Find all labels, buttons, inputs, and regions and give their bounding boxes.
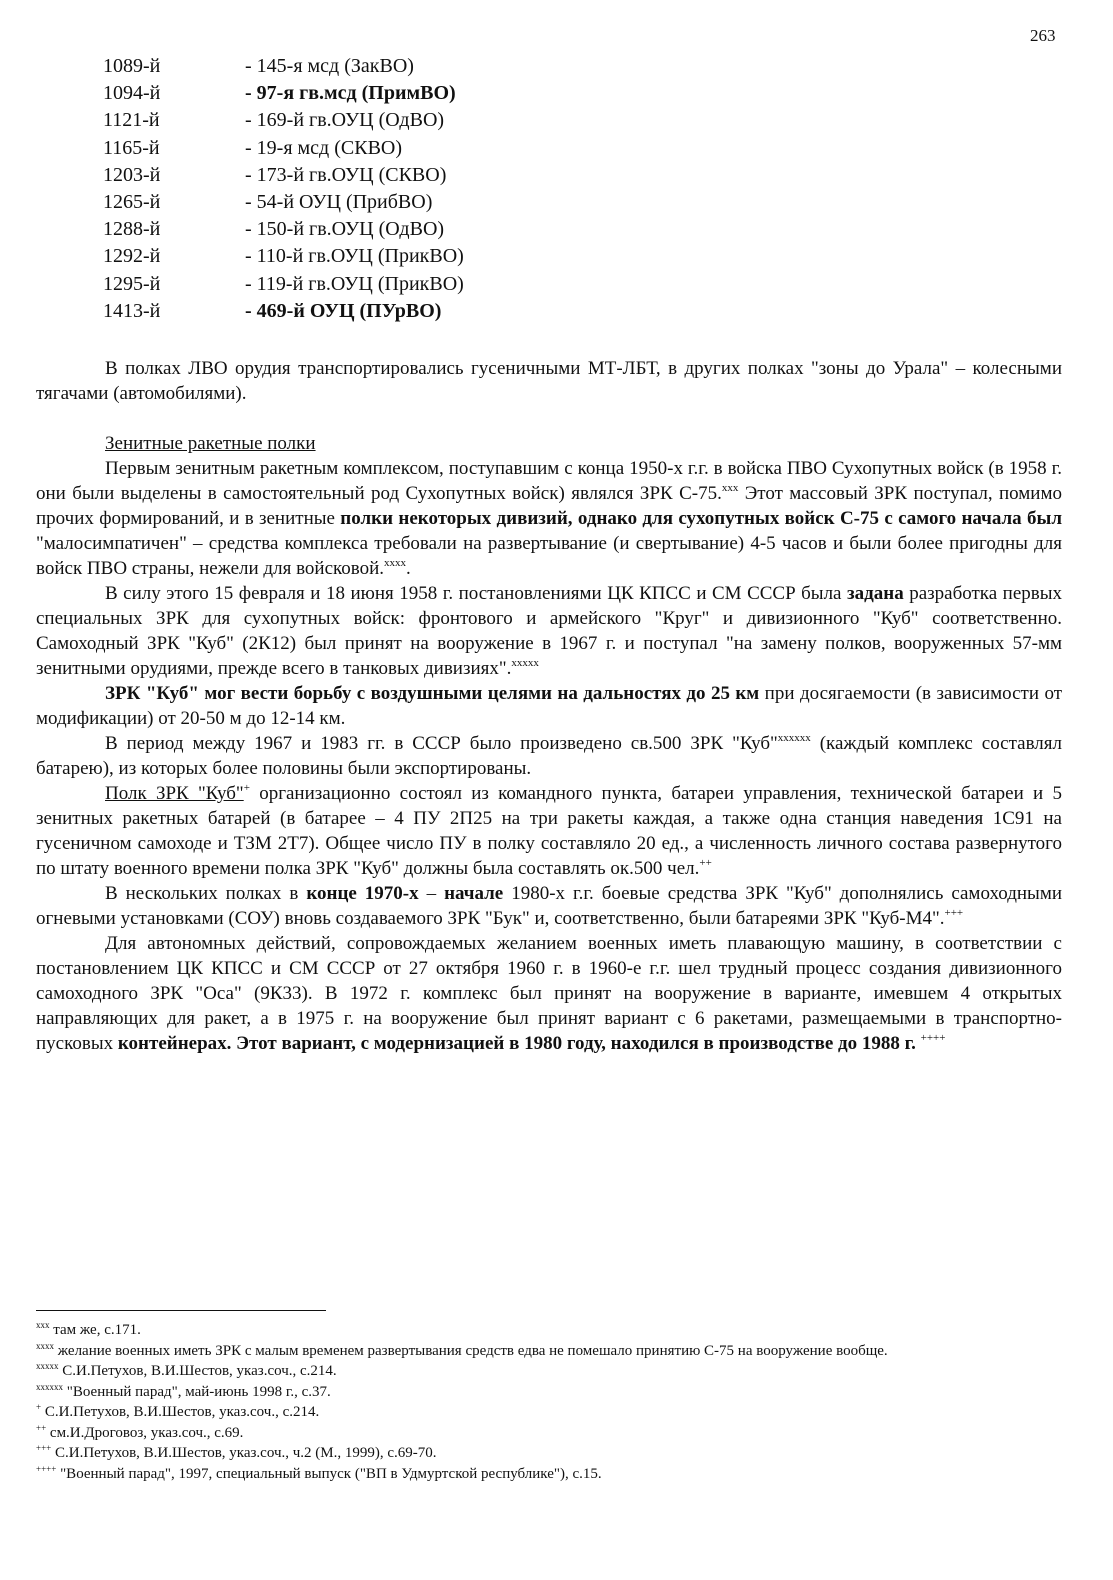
regiment-row bbox=[103, 216, 464, 243]
regiment-number: 1292-й bbox=[103, 245, 161, 268]
regiment-number: 1288-й bbox=[103, 218, 161, 241]
footnote: $^{ххххх}$ С.И.Петухов, В.И.Шестов, указ.соч., с.214. bbox=[36, 1361, 337, 1379]
footnote: + С.И.Петухов, В.И.Шестов, указ.соч., с.214. bbox=[36, 1402, 320, 1420]
regiment-division: - 173-й гв.ОУЦ (СКВО) bbox=[245, 163, 447, 186]
regiment-number: 1203-й bbox=[103, 163, 161, 186]
footnotes bbox=[36, 1320, 1062, 1484]
regiment-row bbox=[103, 298, 464, 325]
page-number: 263 bbox=[1030, 26, 1056, 45]
footnote-ref: ххххх bbox=[511, 657, 539, 669]
regiment-number: 1094-й bbox=[103, 82, 161, 105]
regiment-row bbox=[103, 80, 464, 107]
paragraph-krug-kub: В силу этого 15 февраля и 18 июня 1958 г. постановлениями ЦК КПСС и СМ СССР была задана разработка первых специальных ЗРК для сухопутных войск: фронтового и армейского "Круг" и дивизионного "Куб" соответственно. Самоходный ЗРК "Куб" (2К12) был принят на вооружение в 1967 г. и поступал "на замену полков, вооруженных 57-мм зенитными орудиями, прежде всего в танковых дивизиях".$^{ххххх}$ bbox=[36, 583, 1062, 679]
regiment-division: - 169-й гв.ОУЦ (ОдВО) bbox=[245, 109, 445, 132]
regiment-division: - 97-я гв.мсд (ПримВО) bbox=[245, 82, 456, 105]
paragraph-kub-range: ЗРК "Куб" мог вести борьбу с воздушными целями на дальностях до 25 км при досягаемости (в зависимости от модификации) от 20-50 м до 12-14 км. bbox=[36, 683, 1063, 729]
regiment-division: - 150-й гв.ОУЦ (ОдВО) bbox=[245, 218, 445, 241]
footnote-ref: ххх bbox=[721, 482, 739, 494]
regiment-number: 1413-й bbox=[103, 299, 161, 322]
regiment-division: - 145-я мсд (ЗакВО) bbox=[245, 55, 414, 77]
regiment-number: 1089-й bbox=[103, 55, 161, 77]
paragraph-buk: В нескольких полках в конце 1970-х – начале 1980-х г.г. боевые средства ЗРК "Куб" дополнялись самоходными огневыми установками (СОУ) вновь создаваемого ЗРК "Бук" и, соответственно, были батареями ЗРК "Куб-М4".+++ bbox=[36, 883, 1063, 929]
footnote-ref: хххххх bbox=[777, 732, 811, 744]
regiment-division: - 54-й ОУЦ (ПрибВО) bbox=[245, 191, 433, 214]
paragraph-kub-regiment: Полк ЗРК "Куб"+ организационно состоял из командного пункта, батареи управления, технической батареи и 5 зенитных ракетных батарей (в батарее – 4 ПУ 2П25 на три ракеты каждая, а также одна станция наведения 1С91 на гусеничном самоходе и ТЗМ 2Т7). Общее число ПУ в полку составляло 20 ед., а численность личного состава развернутого по штату военного времени полка ЗРК "Куб" должны была составлять ок.500 чел.++ bbox=[36, 782, 1063, 879]
regiment-row bbox=[103, 243, 464, 270]
paragraph-osa: Для автономных действий, сопровождаемых желанием военных иметь плавающую машину, в соответствии с постановлением ЦК КПСС и СМ СССР от 27 октября 1960 г. в 1960-е г.г. шел трудный процесс создания дивизионного самоходного ЗРК "Оса" (9К33). В 1972 г. комплекс был принят на вооружение в варианте, имевшем 4 открытых направляющих для ракет, а в 1975 г. на вооружение был принят вариант с 6 ракетами, размещаемыми в транспортно-пусковых контейнерах. Этот вариант, с модернизацией в 1980 году, находился в производстве до 1988 г. ++++ bbox=[36, 933, 1062, 1054]
regiment-row bbox=[103, 135, 464, 162]
paragraph-kub-production: В период между 1967 и 1983 гг. в СССР было произведено св.500 ЗРК "Куб"$^{хххххх}$ (каждый комплекс составлял батарею), из которых более половины были экспортированы. bbox=[36, 732, 1062, 779]
regiment-division: - 469-й ОУЦ (ПУрВО) bbox=[245, 299, 442, 322]
footnote: +++ С.И.Петухов, В.И.Шестов, указ.соч., ч.2 (М., 1999), с.69-70. bbox=[36, 1443, 437, 1461]
regiment-number: 1121-й bbox=[103, 109, 160, 132]
footnote: ++++ "Военный парад", 1997, специальный выпуск ("ВП в Удмуртской республике"), с.15. bbox=[36, 1463, 602, 1482]
regiment-row bbox=[103, 53, 464, 80]
regiment-number: 1295-й bbox=[103, 272, 161, 295]
regiment-division: - 119-й гв.ОУЦ (ПрикВО) bbox=[245, 272, 464, 295]
regiment-row bbox=[103, 107, 464, 134]
main-text bbox=[36, 356, 1062, 1056]
footnote: $^{хххх}$ желание военных иметь ЗРК с малым временем развертывания средств едва не помешало принятию С-75 на вооружение вообще. bbox=[36, 1340, 888, 1359]
paragraph-lvo: В полках ЛВО орудия транспортировались гусеничными МТ-ЛБТ, в других полках "зоны до Урала" – колесными тягачами (автомобилями). bbox=[36, 358, 1062, 404]
footnote-ref: ++ bbox=[699, 857, 712, 869]
section-heading: Зенитные ракетные полки bbox=[105, 433, 316, 454]
regiment-division: - 19-я мсд (СКВО) bbox=[245, 136, 403, 159]
paragraph-s75: Первым зенитным ракетным комплексом, поступавшим с конца 1950-х г.г. в войска ПВО Сухопутных войск (в 1958 г. они были выделены в самостоятельный род Сухопутных войск) являлся ЗРК С-75.$^{ххх}$ Этот массовый ЗРК поступал, помимо прочих формирований, и в зенитные полки некоторых дивизий, однако для сухопутных войск С-75 с самого начала был "малосимпатичен" – средства комплекса требовали на развертывание (и свертывание) 4-5 часов и были более пригодны для войск ПВО страны, нежели для войсковой.$^{хххх}$. bbox=[36, 458, 1063, 579]
footnote: $^{ххх}$ там же, с.171. bbox=[36, 1320, 141, 1338]
regiment-number: 1265-й bbox=[103, 191, 161, 214]
footnote: $^{хххххх}$ "Военный парад", май-июнь 1998 г., с.37. bbox=[36, 1381, 331, 1400]
regiment-division: - 110-й гв.ОУЦ (ПрикВО) bbox=[245, 245, 464, 268]
footnote-ref: + bbox=[243, 782, 250, 794]
footnote-ref: ++++ bbox=[920, 1032, 946, 1044]
footnote-divider bbox=[36, 1310, 326, 1311]
footnote-ref: +++ bbox=[944, 907, 964, 919]
regiment-row bbox=[103, 271, 464, 298]
regiment-row bbox=[103, 162, 464, 189]
regiment-row bbox=[103, 189, 464, 216]
footnote: ++ см.И.Дроговоз, указ.соч., с.69. bbox=[36, 1422, 244, 1441]
regiment-number: 1165-й bbox=[103, 136, 160, 159]
footnote-ref: хххх bbox=[384, 557, 407, 569]
regiment-list bbox=[103, 53, 464, 325]
